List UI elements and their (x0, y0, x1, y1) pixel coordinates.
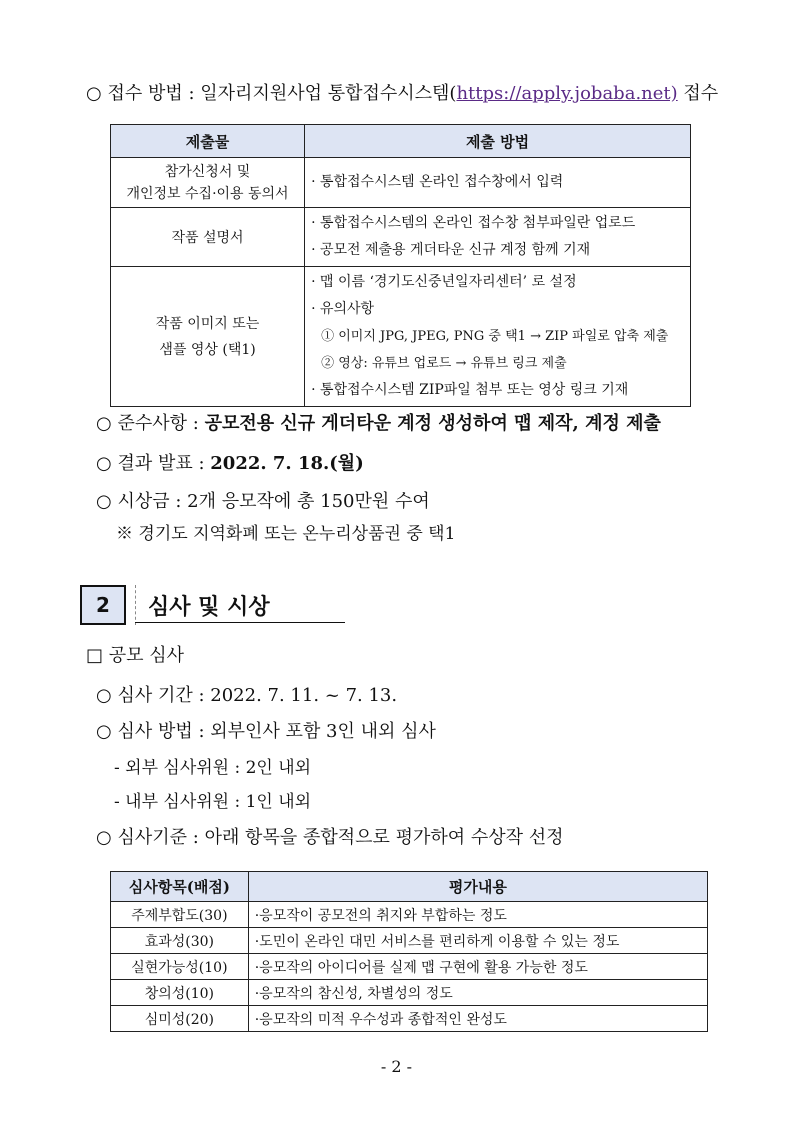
cell-text: 샘플 영상 (택1) (159, 341, 256, 358)
table-header: 심사항목(배점) (111, 872, 249, 902)
circle-bullet: ○ (96, 685, 112, 706)
receipt-line (86, 82, 718, 106)
criteria-item: 효과성(30) (111, 928, 249, 954)
cell-text: · 통합접수시스템의 온라인 접수창 첨부파일란 업로드 (311, 215, 636, 231)
cell-text: 작품 이미지 또는 (155, 315, 260, 332)
review-heading: □ 공모 심사 (86, 645, 185, 666)
circle-bullet: ○ (96, 453, 112, 474)
receipt-text-after: 접수 (677, 83, 719, 104)
compliance-line (96, 412, 661, 436)
circle-bullet: ○ (86, 83, 102, 104)
separator: : (192, 827, 199, 848)
table-row (111, 158, 691, 208)
apply-link[interactable]: https://apply.jobaba.net) (456, 83, 678, 104)
review-method-label: 심사 방법 (117, 721, 193, 742)
review-criteria-line (96, 826, 564, 850)
review-criteria-label: 심사기준 (117, 827, 188, 848)
result-date: 2022. 7. 18.(월) (210, 453, 364, 474)
separator: : (175, 491, 182, 512)
review-period-label: 심사 기간 (117, 685, 193, 706)
criteria-item: 주제부합도(30) (111, 902, 249, 928)
circle-bullet: ○ (96, 721, 112, 742)
table-header: 제출물 (111, 125, 305, 158)
prize-note: ※ 경기도 지역화폐 또는 온누리상품권 중 택1 (116, 524, 456, 544)
cell-text: 개인정보 수집·이용 동의서 (126, 185, 289, 202)
criteria-item: 창의성(10) (111, 980, 249, 1006)
table-header-row (111, 872, 708, 902)
table-header: 평가내용 (248, 872, 707, 902)
table-cell (111, 208, 305, 267)
prize-text: 2개 응모작에 총 150만원 수여 (187, 491, 430, 512)
cell-text: · 유의사항 (311, 301, 375, 317)
external-judges: - 외부 심사위원 : 2인 내외 (114, 758, 312, 778)
page-number: - 2 - (380, 1057, 413, 1076)
review-criteria-text: 아래 항목을 종합적으로 평가하여 수상작 선정 (204, 827, 564, 848)
table-row (111, 902, 708, 928)
separator: : (198, 453, 205, 474)
circle-bullet: ○ (96, 413, 112, 434)
cell-text: 작품 설명서 (171, 230, 244, 246)
submission-table (110, 124, 691, 407)
section-title: 심사 및 시상 (148, 595, 270, 620)
circle-bullet: ○ (96, 491, 112, 512)
review-method-text: 외부인사 포함 3인 내외 심사 (210, 721, 436, 742)
criteria-item: 실현가능성(10) (111, 954, 249, 980)
review-period-text: 2022. 7. 11. ~ 7. 13. (210, 685, 398, 706)
internal-judges: - 내부 심사위원 : 1인 내외 (114, 792, 312, 812)
criteria-content: ·응모작의 미적 우수성과 종합적인 완성도 (248, 1006, 707, 1032)
prize-label: 시상금 (117, 491, 170, 512)
section-number: 2 (80, 585, 126, 625)
review-period-line (96, 684, 397, 708)
criteria-content: ·도민이 온라인 대민 서비스를 편리하게 이용할 수 있는 정도 (248, 928, 707, 954)
table-row (111, 928, 708, 954)
separator: : (198, 721, 205, 742)
circle-bullet: ○ (96, 827, 112, 848)
table-row (111, 208, 691, 267)
table-row (111, 267, 691, 407)
criteria-item: 심미성(20) (111, 1006, 249, 1032)
table-cell (305, 208, 691, 267)
cell-text: ① 이미지 JPG, JPEG, PNG 중 택1 → ZIP 파일로 압축 제출 (321, 329, 669, 344)
separator: : (198, 685, 205, 706)
table-row (111, 1006, 708, 1032)
compliance-text: 공모전용 신규 게더타운 계정 생성하여 맵 제작, 계정 제출 (204, 413, 661, 434)
section-divider (135, 585, 136, 625)
compliance-label: 준수사항 (117, 413, 188, 434)
criteria-content: ·응모작의 아이디어를 실제 맵 구현에 활용 가능한 정도 (248, 954, 707, 980)
cell-text: 참가신청서 및 (164, 163, 251, 180)
receipt-label: 접수 방법 (107, 83, 183, 104)
review-method-line (96, 720, 436, 744)
separator: : (192, 413, 199, 434)
criteria-table (110, 871, 708, 1032)
table-row (111, 954, 708, 980)
criteria-content: ·응모작이 공모전의 취지와 부합하는 정도 (248, 902, 707, 928)
cell-text: · 통합접수시스템 ZIP파일 첨부 또는 영상 링크 기재 (311, 382, 629, 398)
prize-line (96, 490, 430, 514)
result-label: 결과 발표 (117, 453, 193, 474)
separator: : (188, 83, 195, 104)
table-cell (111, 267, 305, 407)
criteria-content: ·응모작의 참신성, 차별성의 정도 (248, 980, 707, 1006)
cell-text: · 통합접수시스템 온라인 접수창에서 입력 (311, 174, 564, 190)
table-header: 제출 방법 (305, 125, 691, 158)
result-line (96, 452, 364, 476)
table-cell (111, 158, 305, 208)
cell-text: · 맵 이름 ‘경기도신중년일자리센터’ 로 설정 (311, 274, 577, 290)
section-underline (135, 622, 345, 623)
table-header-row (111, 125, 691, 158)
cell-text: · 공모전 제출용 게더타운 신규 계정 함께 기재 (311, 242, 591, 258)
cell-text: ② 영상: 유튜브 업로드 → 유튜브 링크 제출 (321, 356, 567, 371)
receipt-text: 일자리지원사업 통합접수시스템( (200, 83, 457, 104)
table-row (111, 980, 708, 1006)
table-cell (305, 158, 691, 208)
table-cell (305, 267, 691, 407)
